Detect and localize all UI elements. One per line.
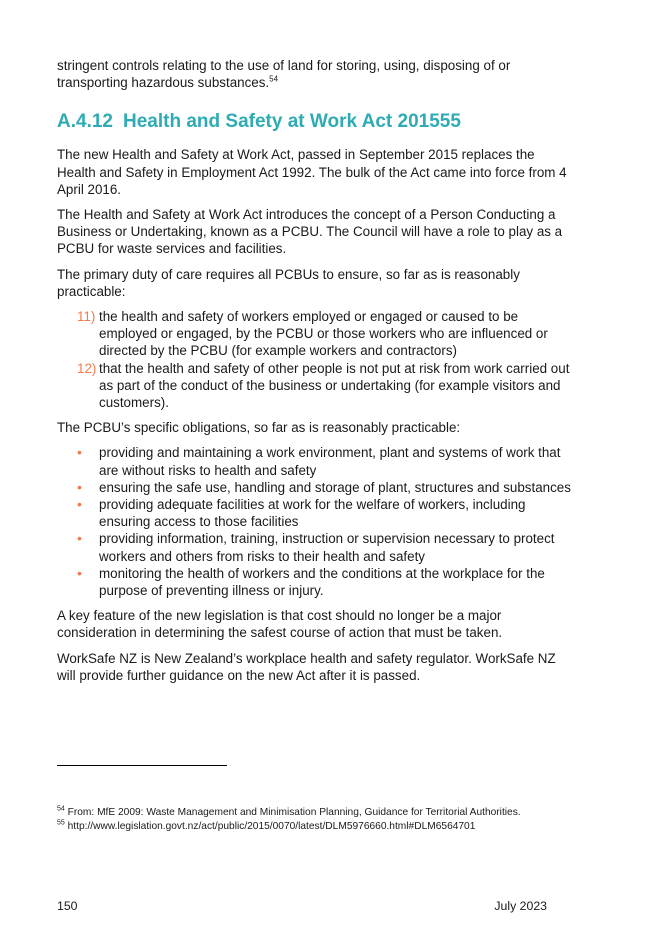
page-number: 150: [57, 899, 78, 913]
list-item-text: the health and safety of workers employed or engaged or caused to be employed or engaged, by the PCBU or those workers who are influenced or directed by the PCBU (for example workers and contractors): [99, 309, 548, 359]
section-heading: [57, 110, 577, 134]
footnote-55: [57, 820, 617, 834]
list-item: [57, 308, 577, 360]
footnote-number: 55: [57, 819, 65, 827]
paragraph-primary-duty: The primary duty of care requires all PCBUs to ensure, so far as is reasonably practicable:: [57, 266, 520, 299]
list-item-text: monitoring the health of workers and the conditions at the workplace for the purpose of preventing illness or injury.: [99, 565, 545, 599]
paragraph-pcbu-concept: The Health and Safety at Work Act introduces the concept of a Person Conducting a Business or Undertaking, known as a PCBU. The Council will have a role to play as a PCBU for waste services and facilities.: [57, 207, 563, 257]
list-item: [57, 496, 577, 530]
list-item-text: providing and maintaining a work environment, plant and systems of work that are without risks to health and safety: [99, 445, 561, 478]
list-item-text: that the health and safety of other people is not put at risk from work carried out as part of the conduct of the business or undertaking (for example visitors and customers).: [99, 360, 570, 411]
bullet-icon: •: [77, 564, 82, 581]
list-item: [57, 530, 577, 564]
bullet-icon: •: [77, 478, 82, 495]
intro-paragraph: [57, 57, 577, 91]
footnote-text: From: MfE 2009: Waste Management and Minimisation Planning, Guidance for Territorial Authorities.: [67, 807, 521, 818]
page-body: [57, 57, 577, 692]
bullet-icon: •: [77, 530, 82, 547]
footnote-divider: [57, 765, 227, 766]
paragraph-cost-consideration: A key feature of the new legislation is that cost should no longer be a major consideration in determining the safest course of action that must be taken.: [57, 608, 503, 641]
footnotes: [57, 806, 617, 834]
obligations-list: [57, 444, 577, 599]
footnote-ref-55[interactable]: 55: [439, 111, 461, 133]
list-number: 11): [77, 309, 96, 325]
list-item: [57, 479, 577, 496]
primary-duty-list: [57, 308, 577, 411]
intro-text: stringent controls relating to the use of land for storing, using, disposing of or transporting hazardous substances.: [57, 58, 511, 91]
list-item: [57, 565, 577, 599]
list-item-text: providing information, training, instruction or supervision necessary to protect workers and others from risks to their health and safety: [99, 531, 555, 564]
footnote-ref-54[interactable]: 54: [269, 74, 279, 84]
list-item: [57, 444, 577, 478]
footnote-54: [57, 806, 617, 820]
paragraph-worksafe: WorkSafe NZ is New Zealand’s workplace health and safety regulator. WorkSafe NZ will provide further guidance on the new Act after it is passed.: [57, 650, 556, 683]
bullet-icon: •: [77, 496, 82, 513]
list-item-text: ensuring the safe use, handling and storage of plant, structures and substances: [99, 479, 571, 495]
footnote-link[interactable]: http://www.legislation.govt.nz/act/public/2015/0070/latest/DLM5976660.html#DLM6564701: [67, 821, 476, 832]
paragraph-act-intro: The new Health and Safety at Work Act, passed in September 2015 replaces the Health and Safety in Employment Act 1992. The bulk of the Act came into force from 4 April 2016.: [57, 147, 567, 197]
footnote-number: 54: [57, 805, 65, 813]
bullet-icon: •: [77, 444, 82, 461]
list-item: [57, 360, 577, 412]
paragraph-specific-obligations: The PCBU’s specific obligations, so far as is reasonably practicable:: [57, 420, 461, 436]
page-footer: [57, 899, 547, 914]
list-item-text: providing adequate facilities at work for the welfare of workers, including ensuring access to those facilities: [99, 497, 526, 530]
section-number: A.4.12: [57, 111, 113, 133]
section-title: Health and Safety at Work Act 2015: [123, 111, 440, 133]
footer-date: July 2023: [494, 899, 547, 913]
list-number: 12): [77, 360, 97, 376]
